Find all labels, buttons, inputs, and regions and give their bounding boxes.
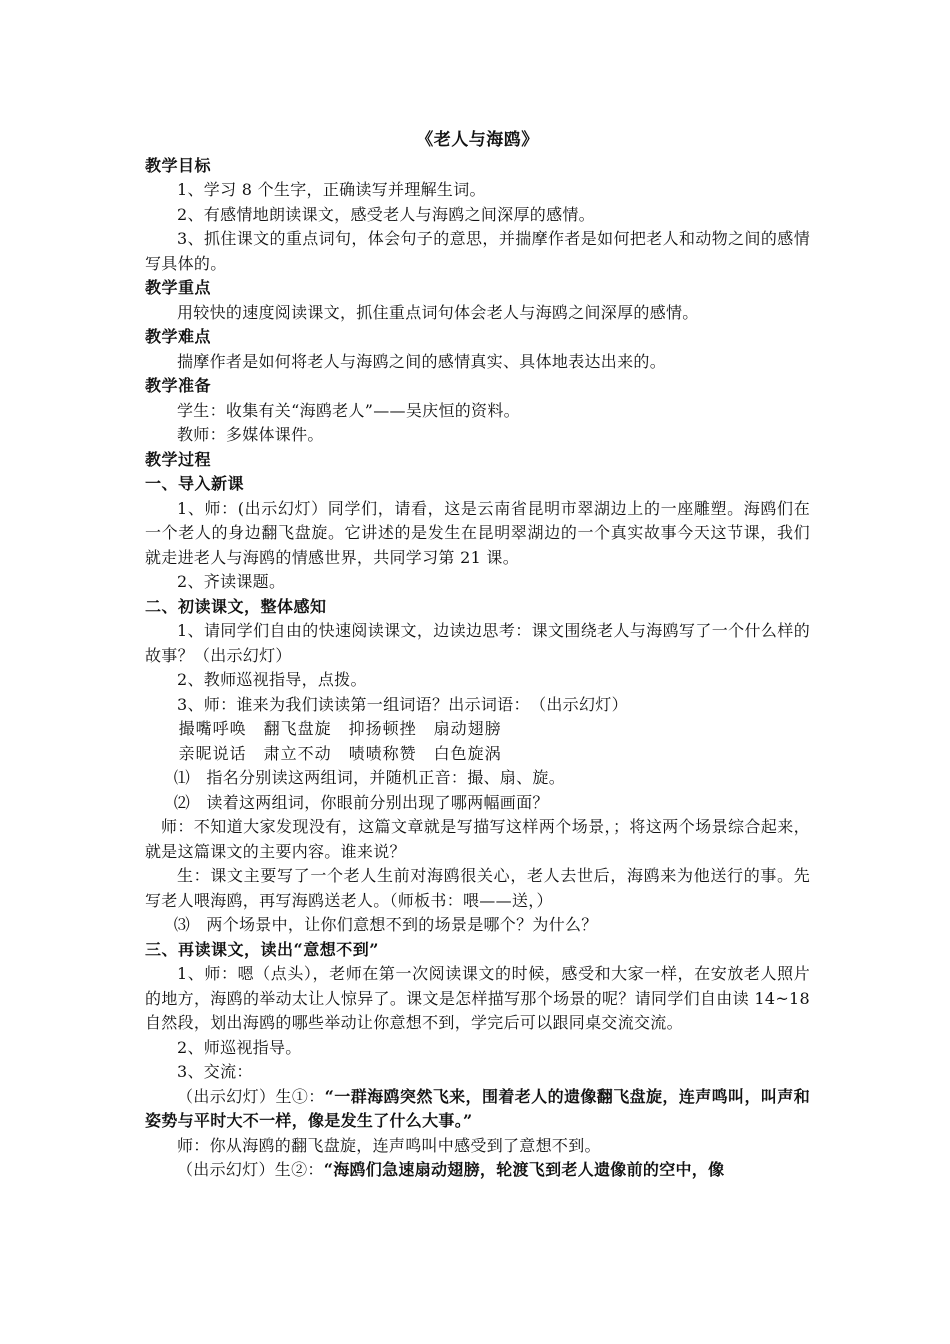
teacher-line: 师：你从海鸥的翻飞盘旋，连声鸣叫中感受到了意想不到。 [177,1135,601,1155]
paragraph: 1、请同学们自由的快速阅读课文，边读边思考：课文围绕老人与海鸥写了一个什么样的故事？（出示幻灯） [145,621,810,665]
paragraph: 3、师：谁来为我们读读第一组词语？出示词语： （出示幻灯） [177,694,628,714]
document-body [145,128,810,1183]
focus-text: 用较快的速度阅读课文，抓住重点词句体会老人与海鸥之间深厚的感情。 [177,302,699,322]
goal-item: 2、有感情地朗读课文，感受老人与海鸥之间深厚的感情。 [177,204,595,224]
section-heading: 三、再读课文，读出“意想不到” [145,939,379,959]
difficulty-text: 揣摩作者是如何将老人与海鸥之间的感情真实、具体地表达出来的。 [177,351,667,371]
student-line: 生：课文主要写了一个老人生前对海鸥很关心，老人去世后，海鸥来为他送行的事。先写老人喂海鸥，再写海鸥送老人。（师板书：喂——送，） [145,866,810,910]
answer-prefix: （出示幻灯）生①： [177,1086,325,1106]
section-heading: 一、导入新课 [145,474,245,493]
paragraph: 1、师：(出示幻灯）同学们，请看，这是云南省昆明市翠湖边上的一座雕塑。海鸥们在一个老人的身边翻飞盘旋。它讲述的是发生在昆明翠湖边的一个真实故事今天这节课，我们就走进老人与海鸥的情感世界，共同学习第 21 课。 [145,498,810,567]
word-group: 亲昵说话 肃立不动 啧啧称赞 白色旋涡 [178,743,502,763]
sub-question: ⑶ 两个场景中，让你们意想不到的场景是哪个？为什么？ [173,915,598,934]
difficulty-heading: 教学难点 [145,327,212,346]
goals-heading: 教学目标 [145,155,212,175]
sub-question: ⑵ 读着这两组词，你眼前分别出现了哪两幅画面？ [173,792,549,812]
section-heading: 二、初读课文，整体感知 [145,596,327,616]
teacher-line: 师：不知道大家发现没有，这篇文章就是写描写这样两个场景，；将这两个场景综合起来，就是这篇课文的主要内容。谁来说？ [145,817,810,861]
focus-heading: 教学重点 [145,278,212,297]
paragraph: 1、师：嗯（点头），老师在第一次阅读课文的时候，感受和大家一样，在安放老人照片的地方，海鸥的举动太让人惊异了。课文是怎样描写那个场景的呢？请同学们自由读 14~18 自然段，划出海鸥的哪些举动让你意想不到，学完后可以跟同桌交流交流。 [145,964,810,1032]
goal-item: 1、学习 8 个生字，正确读写并理解生词。 [177,180,486,199]
paragraph: 3、交流： [177,1062,253,1081]
prep-item: 学生：收集有关“海鸥老人”——吴庆恒的资料。 [177,400,520,420]
prep-item: 教师：多媒体课件。 [177,425,324,444]
paragraph: 2、师巡视指导。 [177,1037,302,1057]
process-heading: 教学过程 [145,449,212,469]
goal-item: 3、抓住课文的重点词句，体会句子的意思，并揣摩作者是如何把老人和动物之间的感情写具体的。 [145,229,810,273]
answer-quote: “一群海鸥突然飞来，围着老人的遗像翻飞盘旋，连声鸣叫，叫声和姿势与平时大不一样，像是发生了什么大事。” [145,1086,810,1130]
word-group: 撮嘴呼唤 翻飞盘旋 抑扬顿挫 扇动翅膀 [178,719,502,738]
document-title: 《老人与海鸥》 [416,130,539,150]
prep-heading: 教学准备 [145,376,212,395]
student-answer [145,1158,810,1183]
student-answer [145,1085,810,1134]
answer-quote: “海鸥们急速扇动翅膀，轮渡飞到老人遗像前的空中，像 [323,1160,725,1179]
paragraph: 2、齐读课题。 [177,572,286,591]
answer-prefix: （出示幻灯）生②： [177,1160,324,1179]
paragraph: 2、教师巡视指导，点拨。 [177,670,367,689]
sub-question: ⑴ 指名分别读这两组词，并随机正音：撮、扇、旋。 [173,768,565,787]
